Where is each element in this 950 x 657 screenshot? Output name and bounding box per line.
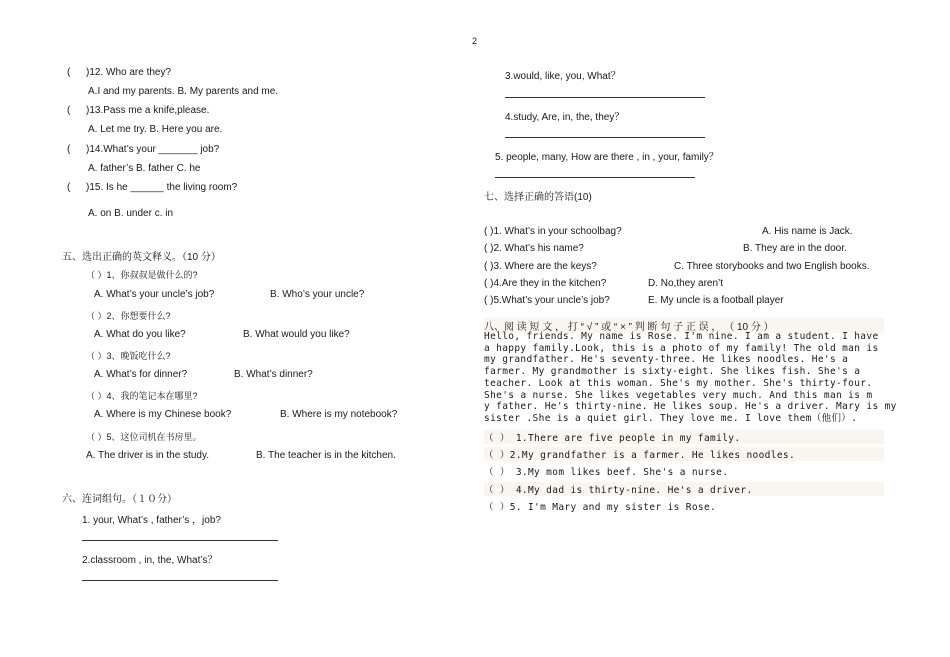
answer-line-2 bbox=[82, 580, 278, 581]
passage-line: a happy family.Look, this is a photo of my family! The old man is bbox=[484, 342, 879, 354]
section-5-item-3-option-b: B. What’s dinner? bbox=[234, 369, 313, 380]
passage-line: Hello, friends. My name is Rose. I'm nine. I am a student. I have bbox=[484, 331, 879, 342]
question-14-bracket: ( bbox=[67, 144, 71, 155]
section-5-item-1-prompt: （ ）1、你叔叔是做什么的? bbox=[86, 270, 198, 280]
section-5-item-3-prompt: （ ）3、晚饭吃什么? bbox=[86, 351, 171, 361]
section-5-item-2-option-a: A. What do you like? bbox=[94, 329, 186, 340]
section-8-title: 八、阅 读 短 文 ， 打 “ √ ” 或 “ × ” 判 断 句 子 正 误 ， （ 10 分 ） bbox=[484, 318, 884, 333]
section-6-title: 六、连词组句。（１０分） bbox=[62, 494, 177, 505]
passage-line: She's a nurse. She likes vegetables very much. And this man is m bbox=[484, 389, 873, 401]
section-5-item-5-option-a: A. The driver is in the study. bbox=[86, 450, 210, 461]
answer-line-5 bbox=[495, 177, 695, 178]
question-13-text: )13.Pass me a knife,please. bbox=[86, 105, 210, 116]
section-5-item-4-option-b: B. Where is my notebook? bbox=[280, 409, 398, 420]
judgment-2: （ ）2.My grandfather is a farmer. He likes noodles. bbox=[484, 447, 884, 461]
question-13-options: A. Let me try. B. Here you are. bbox=[88, 124, 223, 135]
section-7-a3: C. Three storybooks and two English books. bbox=[674, 261, 870, 272]
section-5-item-4-option-a: A. Where is my Chinese book? bbox=[94, 409, 232, 420]
section-7-title: 七、选择正确的答语(10) bbox=[484, 192, 592, 203]
section-5-title: 五、选出正确的英文释义。（10 分） bbox=[62, 252, 221, 263]
judgment-1: （ ） 1.There are five people in my family. bbox=[484, 430, 884, 444]
question-12-text: )12. Who are they? bbox=[86, 67, 172, 78]
passage-line: teacher. Look at this woman. She's my mother. She's thirty-four. bbox=[484, 377, 873, 389]
section-7-a1: A. His name is Jack. bbox=[762, 226, 853, 237]
section-5-item-1-option-a: A. What’s your uncle’s job? bbox=[94, 289, 215, 300]
question-15-options: A. on B. under c. in bbox=[88, 208, 174, 219]
section-5-item-3-option-a: A. What’s for dinner? bbox=[94, 369, 188, 380]
judgment-3: （ ） 3.My mom likes beef. She's a nurse. bbox=[484, 467, 729, 478]
section-7-a4: D. No,they aren’t bbox=[648, 278, 724, 289]
page-number: 2 bbox=[472, 36, 478, 46]
answer-line-1 bbox=[82, 540, 278, 541]
section-7-q4: ( )4.Are they in the kitchen? bbox=[484, 278, 607, 289]
section-7-a5: E. My uncle is a football player bbox=[648, 295, 784, 306]
section-6-item-4: 4.study, Are, in, the, they？ bbox=[505, 112, 625, 123]
answer-line-3 bbox=[505, 97, 705, 98]
passage-line: y father. He's thirty-nine. He likes soup. He's a driver. Mary is my bbox=[484, 401, 897, 413]
section-5-item-2-option-b: B. What would you like? bbox=[243, 329, 350, 340]
question-15-bracket: ( bbox=[67, 182, 71, 193]
reading-passage bbox=[484, 331, 897, 425]
section-7-q3: ( )3. Where are the keys? bbox=[484, 261, 597, 272]
judgment-5: （ ）5. I'm Mary and my sister is Rose. bbox=[484, 502, 717, 513]
section-5-item-1-option-b: B. Who’s your uncle? bbox=[270, 289, 365, 300]
passage-line: my grandfather. He's seventy-three. He likes noodles. He's a bbox=[484, 354, 849, 366]
section-6-item-5: 5. people, many, How are there , in , your, family？ bbox=[495, 152, 719, 163]
section-5-item-2-prompt: （ ）2、你想要什么? bbox=[86, 311, 171, 321]
section-5-item-5-prompt: （ ）5、这位司机在书房里。 bbox=[86, 432, 202, 442]
passage-line: sister .She is a quiet girl. They love me. I love them（他们）. bbox=[484, 412, 858, 424]
section-7-a2-text: B. They are in the door. bbox=[743, 243, 847, 254]
section-5-item-4-prompt: （ ）4、我的笔记本在哪里? bbox=[86, 391, 198, 401]
section-7-q2: ( )2. What’s his name? bbox=[484, 243, 584, 254]
question-12-options: A.I and my parents. B. My parents and me. bbox=[88, 86, 279, 97]
section-7-q5: ( )5.What’s your uncle’s job? bbox=[484, 295, 610, 306]
judgment-4: （ ） 4.My dad is thirty-nine. He's a driver. bbox=[484, 482, 884, 496]
question-15-text: )15. Is he ______ the living room? bbox=[86, 182, 238, 193]
section-7-q1: ( )1. What’s in your schoolbag? bbox=[484, 226, 622, 237]
question-13-bracket: ( bbox=[67, 105, 71, 116]
question-14-text: )14.What’s your _______ job? bbox=[86, 144, 220, 155]
passage-line: farmer. My grandmother is sixty-eight. She likes fish. She's a bbox=[484, 366, 861, 378]
section-5-item-5-option-b: B. The teacher is in the kitchen. bbox=[256, 450, 396, 461]
section-6-item-1: 1. your, What’s , father’s ，job? bbox=[82, 515, 221, 526]
question-12-bracket: ( bbox=[67, 67, 71, 78]
question-14-options: A. father’s B. father C. he bbox=[88, 163, 201, 174]
section-6-item-3: 3.would, like, you, What？ bbox=[505, 71, 621, 82]
section-6-item-2: 2.classroom , in, the, What’s？ bbox=[82, 555, 218, 566]
answer-line-4 bbox=[505, 137, 705, 138]
